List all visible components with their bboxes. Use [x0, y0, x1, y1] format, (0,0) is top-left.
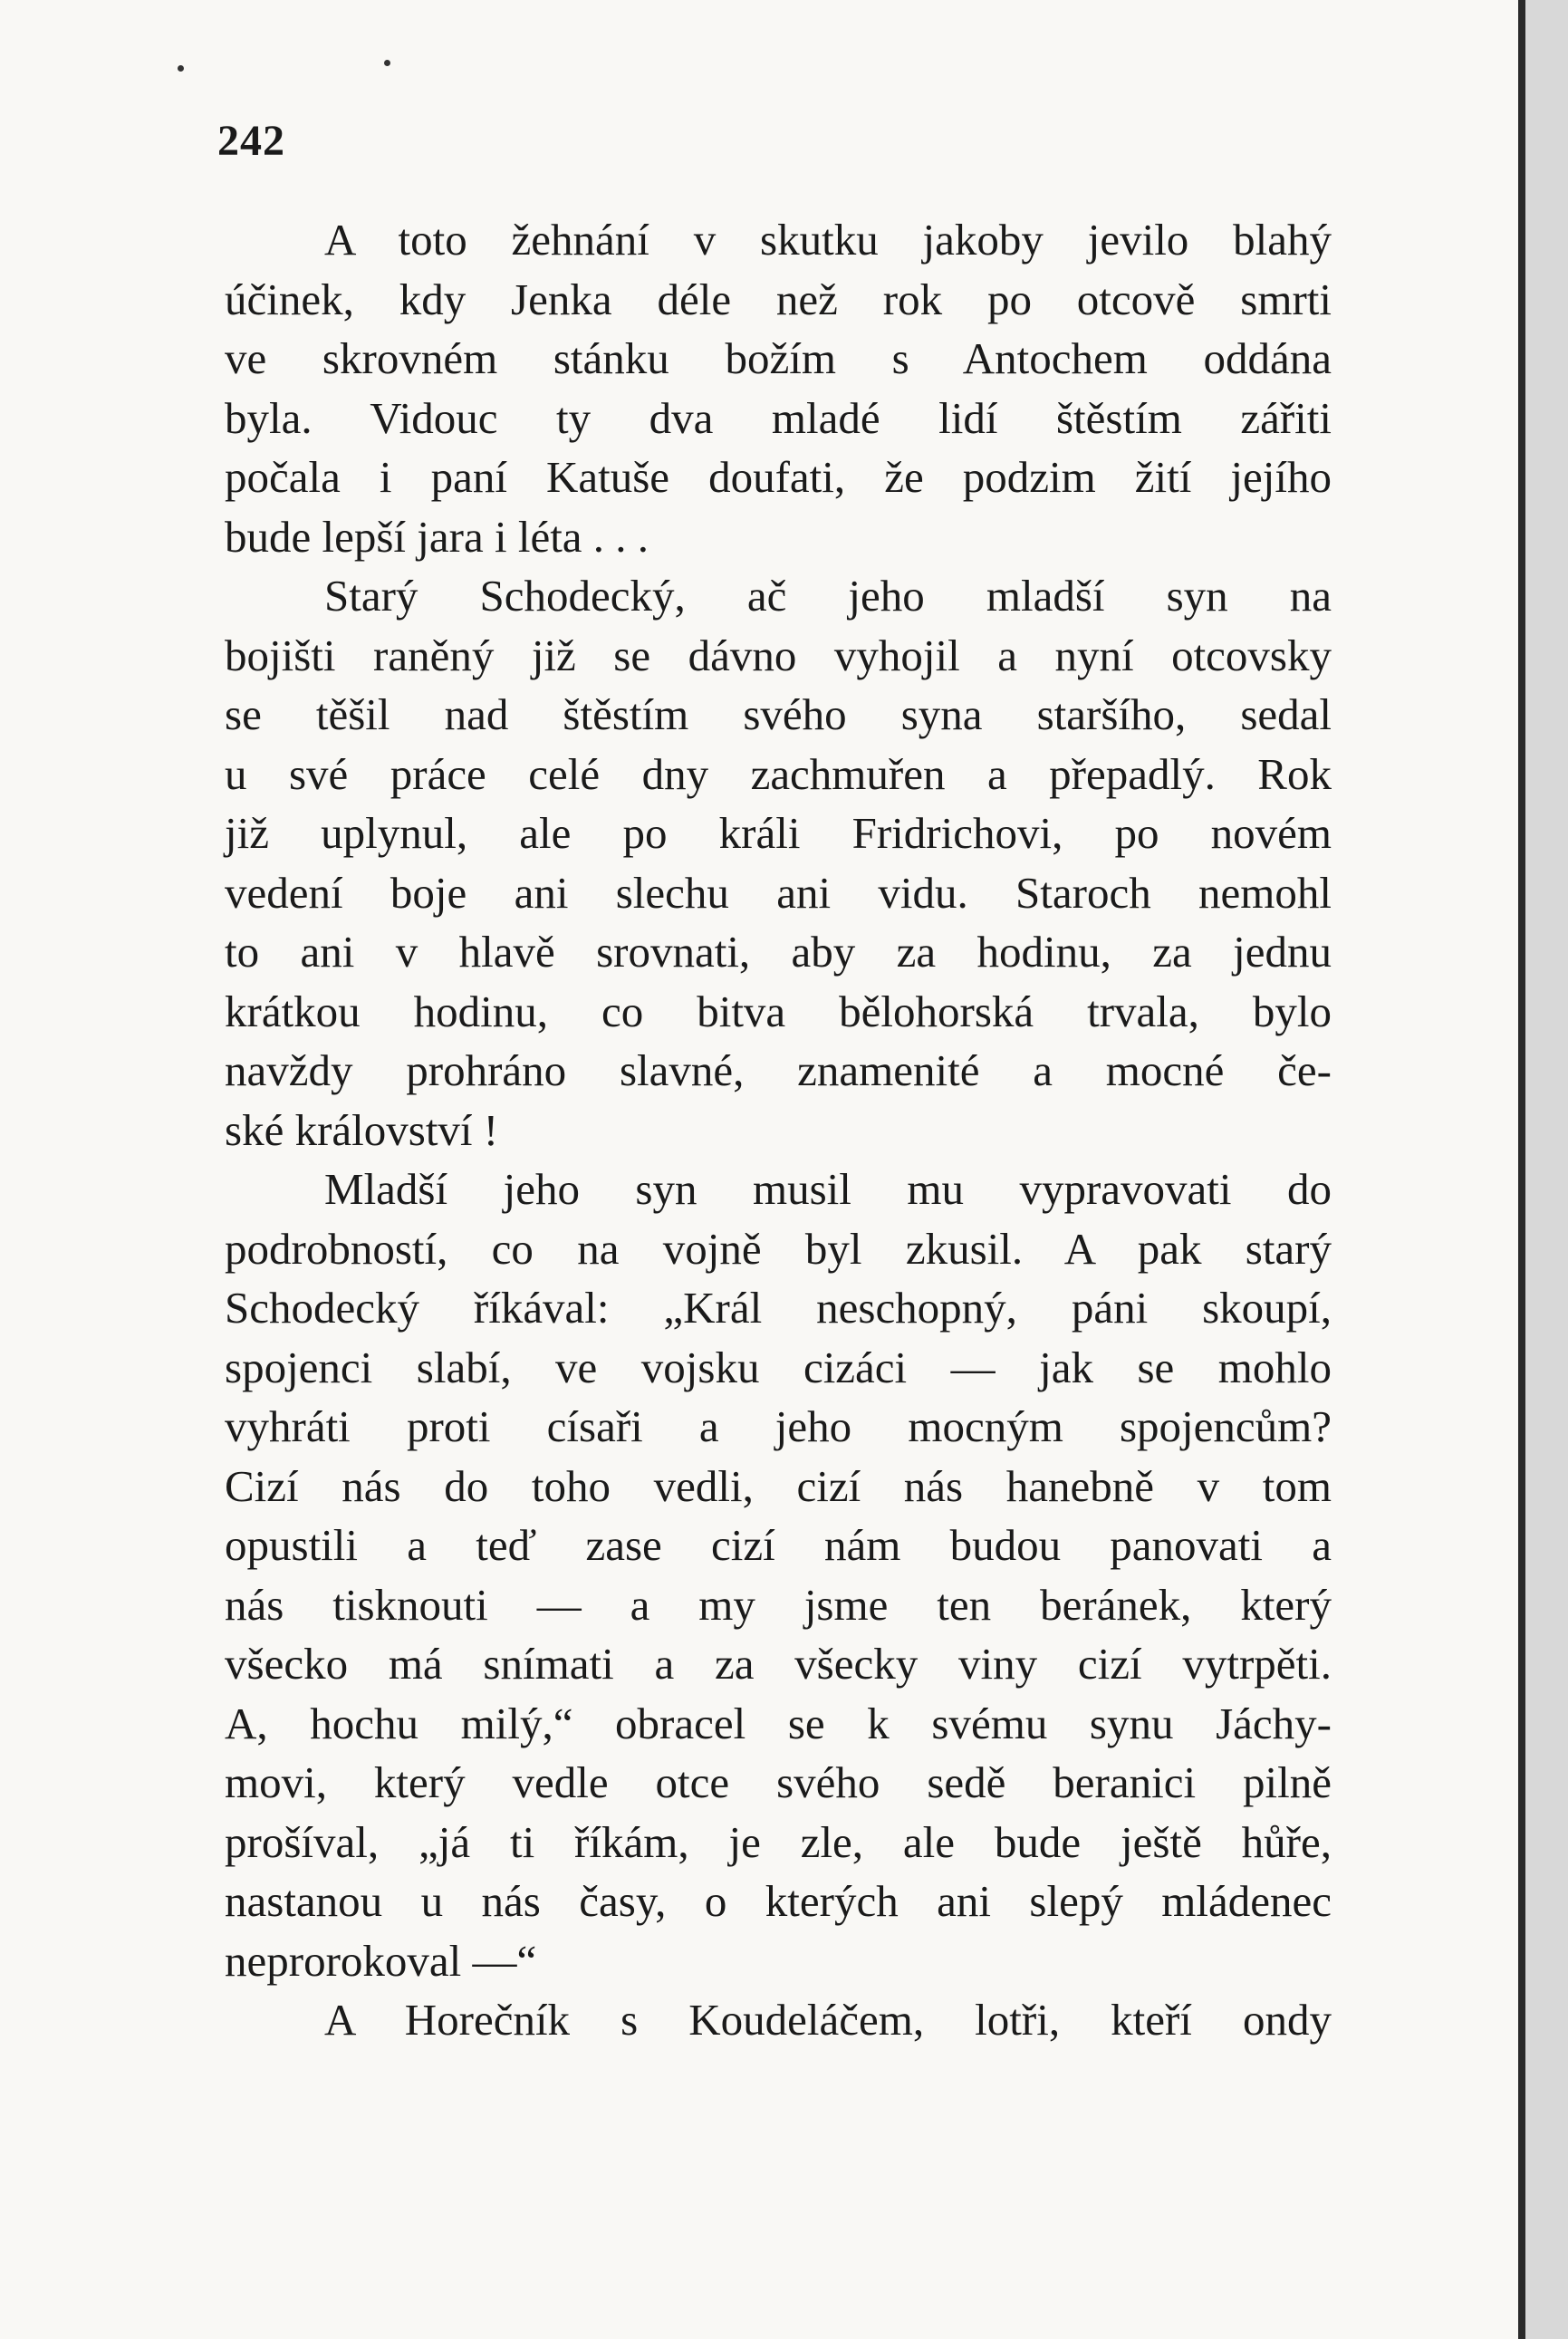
text-line: nastanou u nás časy, o kterých ani slepý mládenec [225, 1876, 1332, 1926]
text-line: navždy prohráno slavné, znamenité a mocné če- [225, 1045, 1332, 1095]
ink-speck [384, 60, 390, 66]
text-line: Mladší jeho syn musil mu vypravovati do [324, 1164, 1332, 1214]
text-line: vedení boje ani slechu ani vidu. Staroch nemohl [225, 867, 1332, 918]
ink-speck [178, 65, 184, 72]
text-line: podrobností, co na vojně byl zkusil. A pak starý [225, 1223, 1332, 1274]
text-line: všecko má snímati a za všecky viny cizí vytrpěti. [225, 1639, 1332, 1689]
text-line: A toto žehnání v skutku jakoby jevilo blahý [324, 215, 1332, 265]
text-line: Starý Schodecký, ač jeho mladší syn na [324, 571, 1332, 621]
text-line: to ani v hlavě srovnati, aby za hodinu, za jednu [225, 927, 1332, 977]
text-line: účinek, kdy Jenka déle než rok po otcově smrti [225, 274, 1332, 324]
text-line: u své práce celé dny zachmuřen a přepadlý. Rok [225, 748, 1332, 799]
text-line: A Horečník s Koudeláčem, lotři, kteří ondy [324, 1995, 1332, 2045]
text-line: ve skrovném stánku božím s Antochem oddána [225, 333, 1332, 383]
text-line: ské království ! [225, 1104, 499, 1155]
scan-background [1525, 0, 1568, 2339]
text-line: opustili a teď zase cizí nám budou panovati a [225, 1520, 1332, 1570]
text-line: spojenci slabí, ve vojsku cizáci — jak se mohlo [225, 1342, 1332, 1392]
text-line: movi, který vedle otce svého sedě beranici pilně [225, 1757, 1332, 1807]
text-line: bude lepší jara i léta . . . [225, 511, 649, 562]
text-line: se těšil nad štěstím svého syna staršího, sedal [225, 689, 1332, 739]
text-line: byla. Vidouc ty dva mladé lidí štěstím zářiti [225, 392, 1332, 443]
text-line: nás tisknouti — a my jsme ten beránek, který [225, 1579, 1332, 1630]
text-line: krátkou hodinu, co bitva bělohorská trvala, bylo [225, 986, 1332, 1036]
text-line: Schodecký říkával: „Král neschopný, páni skoupí, [225, 1283, 1332, 1333]
text-line: počala i paní Katuše doufati, že podzim žití jejího [225, 452, 1332, 502]
text-line: neprorokoval —“ [225, 1935, 537, 1986]
text-line: již uplynul, ale po králi Fridrichovi, po novém [225, 808, 1332, 858]
page-edge-shadow [1518, 0, 1525, 2339]
body-text [225, 210, 1332, 2050]
page-number: 242 [217, 117, 285, 165]
text-line: bojišti raněný již se dávno vyhojil a nyní otcovsky [225, 630, 1332, 680]
text-line: Cizí nás do toho vedli, cizí nás hanebně v tom [225, 1460, 1332, 1511]
text-line: vyhráti proti císaři a jeho mocným spojencům? [225, 1401, 1332, 1451]
text-line: A, hochu milý,“ obracel se k svému synu Jáchy- [225, 1698, 1332, 1748]
text-line: prošíval, „já ti říkám, je zle, ale bude ještě hůře, [225, 1816, 1332, 1867]
